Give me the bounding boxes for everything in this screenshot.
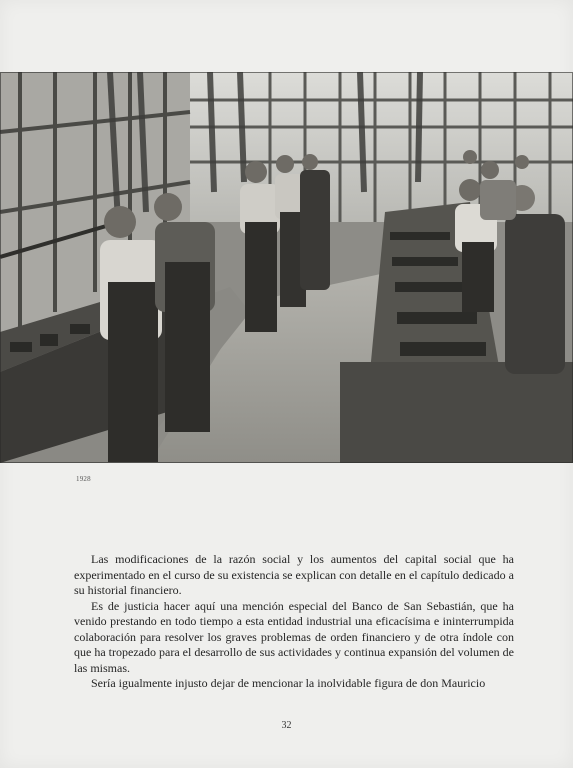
page-number: 32 (281, 720, 292, 731)
paragraph: Las modificaciones de la razón social y los aumentos del capital social que ha experimentado en el curso de su existencia se explican con detalle en el capítulo dedicado a su historial financiero. (74, 552, 514, 597)
body-text (74, 552, 514, 692)
paragraph: Sería igualmente injusto dejar de mencionar la inolvidable figura de don Mauricio (91, 676, 486, 690)
workshop-photo (0, 72, 573, 463)
workshop-photo-illustration (0, 72, 573, 463)
paragraph: Es de justicia hacer aquí una mención especial del Banco de San Sebastián, que ha venido prestando en todo tiempo a esta entidad industrial una eficacísima e ininterrumpida colaboración para resolver los graves problemas de orden financiero y de otra índole con que ha tropezado para el desarrollo de sus actividades y continua expansión del volumen de las mismas. (74, 598, 514, 675)
photo-caption-year: 1928 (76, 475, 91, 483)
